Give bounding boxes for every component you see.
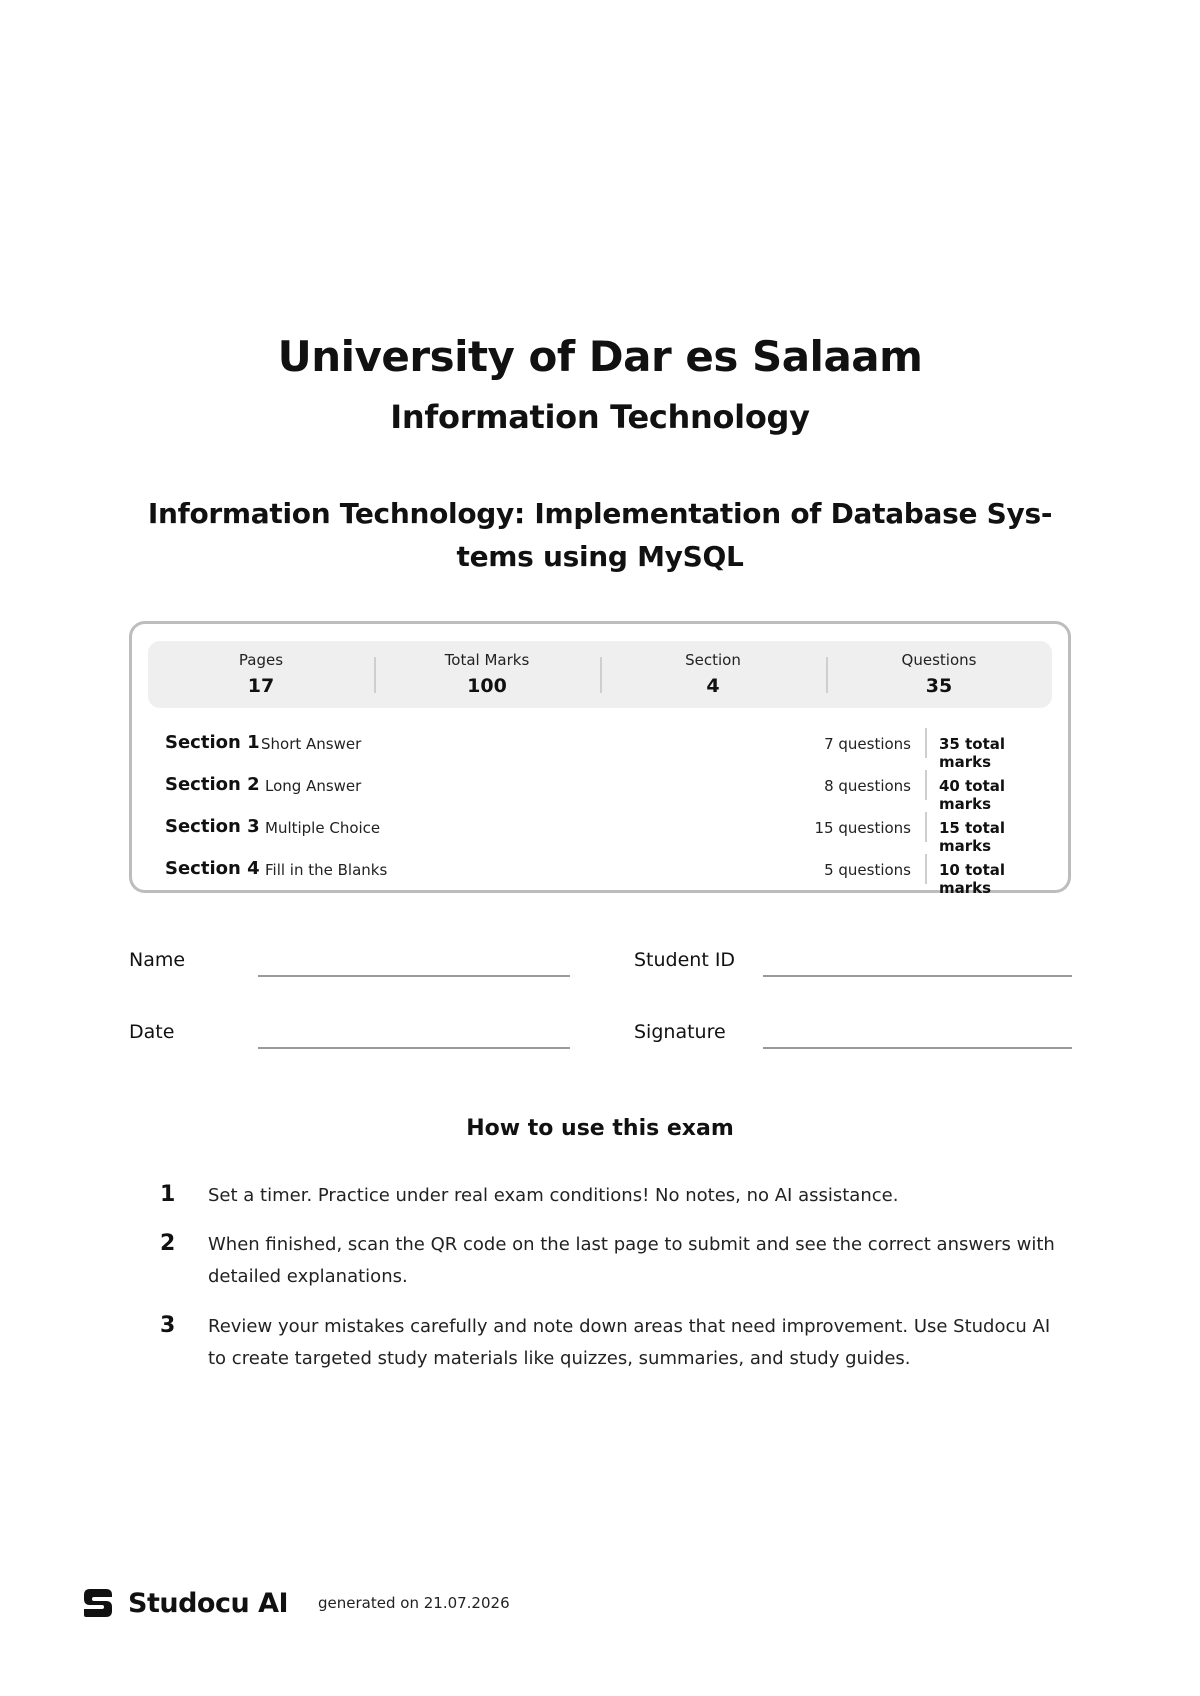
section-type: Long Answer: [265, 777, 362, 795]
brand-name: Studocu AI: [128, 1587, 289, 1619]
signature-label: Signature: [634, 1021, 726, 1043]
howto-title: How to use this exam: [466, 1116, 734, 1141]
section-row-2: [165, 766, 1039, 813]
studocu-logo-icon: [80, 1585, 116, 1621]
section-divider: [925, 770, 927, 800]
step-number: 3: [160, 1313, 176, 1338]
name-field[interactable]: [258, 975, 570, 977]
stat-questions: [826, 641, 1052, 708]
university-name: University of Dar es Salaam: [277, 332, 923, 381]
section-row-4: [165, 850, 1039, 897]
step-text: Review your mistakes carefully and note down areas that need improvement. Use Studocu AI to create targeted study materials like quizzes, summaries, and study guides.: [208, 1316, 1051, 1369]
section-name: Section 4: [165, 858, 260, 879]
section-marks: 40 total marks: [939, 777, 1006, 813]
step-number: 2: [160, 1231, 176, 1256]
section-name: Section 2: [165, 774, 260, 795]
stat-label: Pages: [238, 651, 284, 669]
department-name: Information Technology: [390, 398, 810, 436]
section-divider: [925, 854, 927, 884]
section-row-3: [165, 808, 1039, 855]
date-field[interactable]: [258, 1047, 570, 1049]
stat-value: 100: [467, 675, 507, 697]
stat-value: 4: [706, 675, 720, 697]
course-title: Information Technology: Implementation of Database Sys-tems using MySQL: [147, 497, 1053, 573]
section-divider: [925, 728, 927, 758]
section-marks: 15 total marks: [939, 819, 1006, 855]
stat-label: Questions: [901, 651, 977, 669]
stat-value: 35: [925, 675, 953, 697]
stat-pages: [148, 641, 374, 708]
exam-stats-bar: [148, 641, 1052, 708]
step-text: When finished, scan the QR code on the last page to submit and see the correct answers with detailed explanations.: [208, 1234, 1055, 1287]
exam-summary-box: [129, 621, 1071, 897]
section-type: Fill in the Blanks: [265, 861, 388, 879]
section-question-count: 15 questions: [814, 819, 911, 837]
section-type: Multiple Choice: [265, 819, 381, 837]
section-type: Short Answer: [261, 735, 362, 753]
signature-field[interactable]: [763, 1047, 1072, 1049]
stat-label: Section: [685, 651, 741, 669]
name-label: Name: [129, 949, 186, 971]
section-divider: [925, 812, 927, 842]
section-question-count: 5 questions: [824, 861, 911, 879]
footer: [80, 1583, 510, 1623]
stat-label: Total Marks: [444, 651, 530, 669]
section-name: Section 3: [165, 816, 260, 837]
student-id-label: Student ID: [634, 949, 736, 971]
section-row-1: [165, 724, 1039, 771]
step-text: Set a timer. Practice under real exam conditions! No notes, no AI assistance.: [208, 1185, 899, 1206]
generated-date: generated on 21.07.2026: [318, 1594, 510, 1612]
stat-total-marks: [374, 641, 600, 708]
section-marks: 35 total marks: [939, 735, 1006, 771]
section-question-count: 7 questions: [824, 735, 911, 753]
section-list: [165, 724, 1039, 897]
section-name: Section 1: [165, 732, 260, 753]
stat-sections: [600, 641, 826, 708]
step-number: 1: [160, 1182, 176, 1207]
stat-value: 17: [247, 675, 275, 697]
section-question-count: 8 questions: [824, 777, 911, 795]
date-label: Date: [129, 1021, 175, 1043]
section-marks: 10 total marks: [939, 861, 1006, 897]
student-id-field[interactable]: [763, 975, 1072, 977]
